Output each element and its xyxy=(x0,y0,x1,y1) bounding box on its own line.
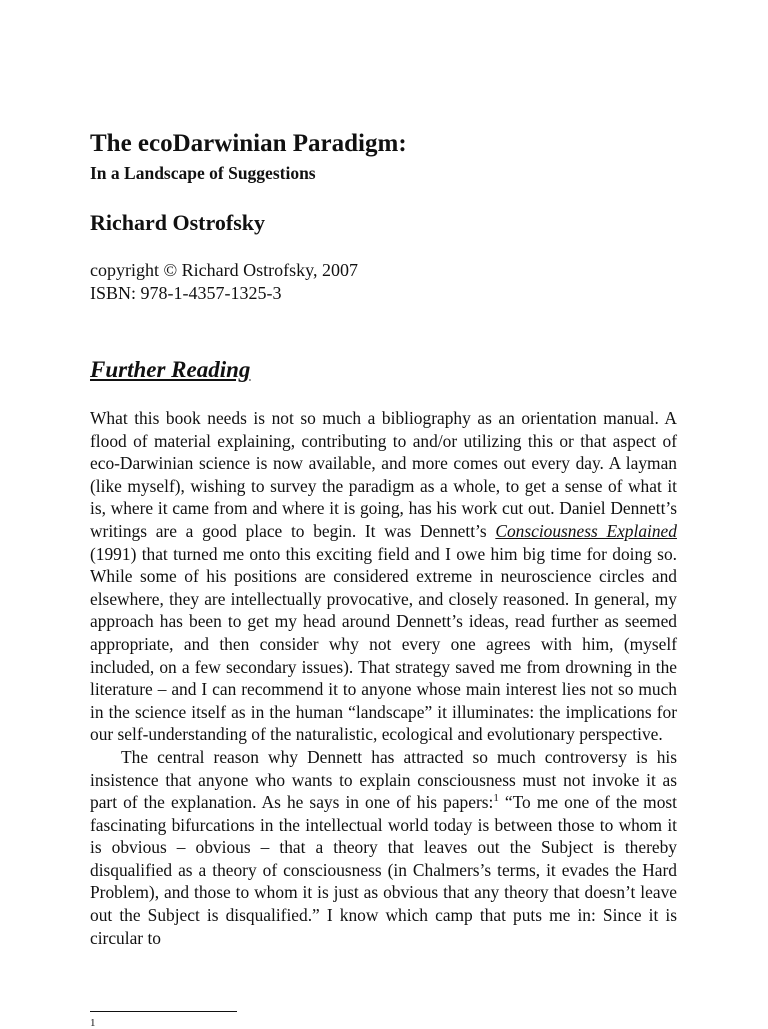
book-subtitle: In a Landscape of Suggestions xyxy=(90,163,316,183)
paragraph-2-text-a: The central reason why Dennett has attracted so much controversy is his insistence that anyone who wants to explain consciousness must not invoke it as part of the explanation. As he says in one of his papers: xyxy=(90,746,677,813)
book-link-consciousness-explained[interactable]: Consciousness Explained xyxy=(495,520,677,541)
paragraph-2 xyxy=(90,746,677,949)
body-text xyxy=(90,407,677,949)
footnote-marker: 1 xyxy=(90,1017,96,1029)
footnote-reference[interactable]: 1 xyxy=(493,792,499,805)
copyright-line: copyright © Richard Ostrofsky, 2007 xyxy=(90,260,358,280)
footnote-divider xyxy=(90,1011,237,1012)
author-name: Richard Ostrofsky xyxy=(90,210,265,235)
book-title: The ecoDarwinian Paradigm: xyxy=(90,130,407,157)
isbn-line: ISBN: 978-1-4357-1325-3 xyxy=(90,283,282,303)
paragraph-1-text-b: (1991) that turned me onto this exciting field and I owe him big time for doing so. While some of his positions are considered extreme in neuroscience circles and elsewhere, they are intellectually provocative, and closely reasoned. In general, my approach has been to get my head around Dennett’s ideas, read further as seemed appropriate, and then consider why not every one agrees with him, (myself included, on a few secondary issues). That strategy saved me from drowning in the literature – and I can recommend it to anyone whose main interest lies not so much in the science itself as in the human “landscape” it illuminates: the implications for our self-understanding of the naturalistic, ecological and evolutionary perspective. xyxy=(90,543,677,745)
paragraph-1 xyxy=(90,407,677,746)
paragraph-2-text-b: “To me one of the most fascinating bifurcations in the intellectual world today is between those to whom it is obvious – obvious – that a theory that leaves out the Subject is thereby disqualified as a theory of consciousness (in Chalmers’s terms, it evades the Hard Problem), and those to whom it is just as obvious that any theory that doesn’t leave out the Subject is disqualified.” I know which camp that puts me in: Since it is circular to xyxy=(90,792,677,948)
publication-info xyxy=(90,259,358,305)
paragraph-1-text-a: What this book needs is not so much a bibliography as an orientation manual. A flood of material explaining, contributing to and/or utilizing this or that aspect of eco-Darwinian science is now available, and more comes out every day. A layman (like myself), wishing to survey the paradigm as a whole, to get a sense of what it is, where it came from and where it is going, has his work cut out. Daniel Dennett’s writings are a good place to begin. It was Dennett’s xyxy=(90,408,677,541)
section-heading: Further Reading xyxy=(90,357,251,382)
